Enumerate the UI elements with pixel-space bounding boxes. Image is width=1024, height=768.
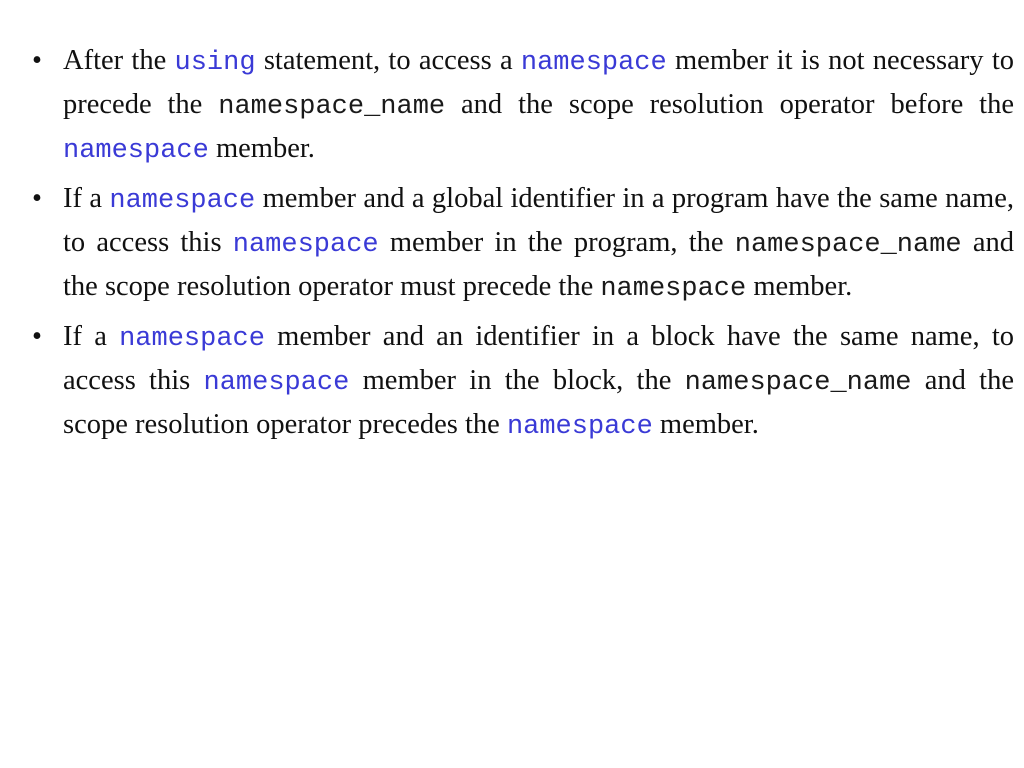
code-namespace-name: namespace_name xyxy=(734,230,962,260)
keyword-namespace: namespace xyxy=(232,230,379,260)
bullet-text xyxy=(63,321,1014,440)
text-segment: and the scope resolution operator must precede the xyxy=(63,227,1014,302)
keyword-namespace: namespace xyxy=(119,324,265,354)
text-segment: If a xyxy=(63,321,120,352)
text-segment: member. xyxy=(652,409,759,440)
keyword-using: using xyxy=(174,48,256,78)
text-segment: If a xyxy=(63,183,110,214)
bullet-item xyxy=(30,40,1014,172)
text-segment: member and a global identifier in a program have the same name, to access this xyxy=(63,183,1014,258)
text-segment: statement, to access a xyxy=(255,45,521,76)
bullet-dot-icon: • xyxy=(32,45,42,76)
bullet-item xyxy=(30,178,1014,310)
bullet-item xyxy=(30,316,1014,448)
keyword-namespace: namespace xyxy=(520,48,667,78)
bullet-dot-icon: • xyxy=(32,183,42,214)
text-segment: member in the program, the xyxy=(378,227,735,258)
code-namespace-name: namespace_name xyxy=(218,92,446,122)
bullet-text xyxy=(63,183,1014,302)
bullet-dot-icon: • xyxy=(32,321,42,352)
text-segment: member. xyxy=(746,271,853,302)
text-segment: member and an identifier in a block have the same name, to access this xyxy=(63,321,1014,396)
keyword-namespace: namespace xyxy=(63,136,209,166)
code-namespace-name: namespace_name xyxy=(684,368,912,398)
code-namespace: namespace xyxy=(600,274,747,304)
bullet-list xyxy=(30,40,1014,454)
keyword-namespace: namespace xyxy=(506,412,653,442)
text-segment: member in the block, the xyxy=(349,365,685,396)
text-segment: member it is not necessary to precede the xyxy=(63,45,1014,120)
text-segment: After the xyxy=(63,45,175,76)
text-segment: member. xyxy=(208,133,315,164)
keyword-namespace: namespace xyxy=(109,186,256,216)
text-segment: and the scope resolution operator precedes the xyxy=(63,365,1015,440)
text-segment: and the scope resolution operator before the xyxy=(445,89,1014,120)
keyword-namespace: namespace xyxy=(203,368,350,398)
bullet-text xyxy=(63,45,1014,164)
